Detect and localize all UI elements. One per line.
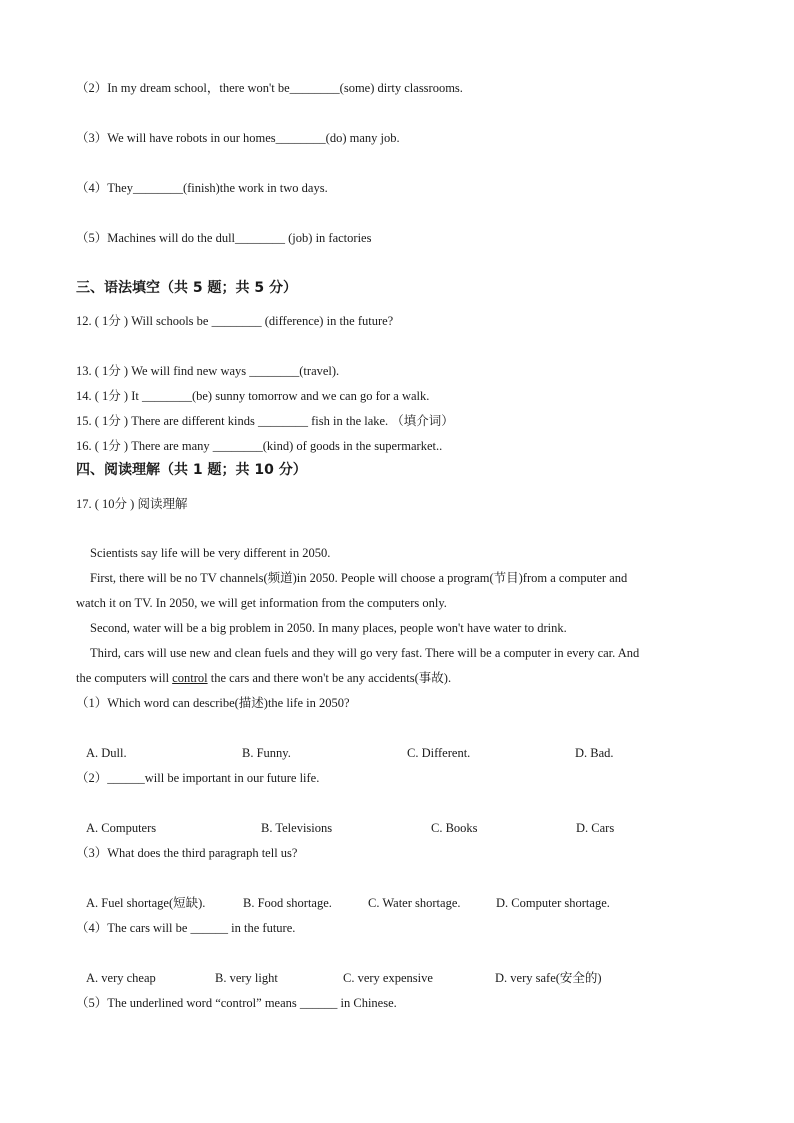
option-1d: D. Bad. bbox=[575, 746, 614, 760]
option-2b: B. Televisions bbox=[261, 821, 333, 835]
passage-para-1: Scientists say life will be very different in 2050. bbox=[90, 546, 331, 560]
option-2a: A. Computers bbox=[86, 821, 157, 835]
option-1c: C. Different. bbox=[407, 746, 471, 760]
sub-question-2: （2）______will be important in our future life. bbox=[76, 771, 320, 785]
question-13: 13. ( 1分 ) We will find new ways ________(travel). bbox=[76, 364, 340, 378]
question-12: 12. ( 1分 ) Will schools be ________ (difference) in the future? bbox=[76, 314, 394, 328]
passage-para-3: Second, water will be a big problem in 2050. In many places, people won't have water to drink. bbox=[90, 621, 567, 635]
option-1a: A. Dull. bbox=[86, 746, 127, 760]
passage-para-2-line-2: watch it on TV. In 2050, we will get information from the computers only. bbox=[76, 596, 447, 610]
question-15: 15. ( 1分 ) There are different kinds ________ fish in the lake. （填介词） bbox=[76, 414, 454, 428]
sub-question-3: （3）What does the third paragraph tell us? bbox=[76, 846, 298, 860]
option-3d: D. Computer shortage. bbox=[496, 896, 610, 910]
option-1b: B. Funny. bbox=[242, 746, 291, 760]
item-4: （4）They________(finish)the work in two days. bbox=[76, 181, 328, 195]
option-4a: A. very cheap bbox=[86, 971, 156, 985]
section-3-title: 三、语法填空（共 5 题；共 5 分） bbox=[76, 280, 297, 296]
option-3b: B. Food shortage. bbox=[243, 896, 332, 910]
option-4d: D. very safe(安全的) bbox=[495, 971, 602, 985]
underlined-word: control bbox=[172, 671, 208, 685]
question-17: 17. ( 10分 ) 阅读理解 bbox=[76, 497, 188, 511]
option-3a: A. Fuel shortage(短缺). bbox=[86, 896, 206, 910]
passage-para-4-line-2: the computers will control the cars and there won't be any accidents(事故). bbox=[76, 671, 452, 685]
sub-question-5: （5）The underlined word “control” means ______ in Chinese. bbox=[76, 996, 397, 1010]
question-14: 14. ( 1分 ) It ________(be) sunny tomorrow and we can go for a walk. bbox=[76, 389, 430, 403]
item-2: （2）In my dream school，there won't be________(some) dirty classrooms. bbox=[76, 81, 463, 95]
item-5: （5）Machines will do the dull________ (job) in factories bbox=[76, 231, 372, 245]
question-16: 16. ( 1分 ) There are many ________(kind) of goods in the supermarket.. bbox=[76, 439, 443, 453]
passage-para-4-line-1: Third, cars will use new and clean fuels and they will go very fast. There will be a computer in every car. And bbox=[90, 646, 640, 660]
sub-question-4: （4）The cars will be ______ in the future. bbox=[76, 921, 296, 935]
section-4-title: 四、阅读理解（共 1 题；共 10 分） bbox=[76, 462, 307, 478]
option-4b: B. very light bbox=[215, 971, 278, 985]
option-4c: C. very expensive bbox=[343, 971, 433, 985]
option-3c: C. Water shortage. bbox=[368, 896, 461, 910]
item-3: （3）We will have robots in our homes________(do) many job. bbox=[76, 131, 400, 145]
passage-para-2-line-1: First, there will be no TV channels(频道)in 2050. People will choose a program(节目)from a computer and bbox=[90, 571, 628, 585]
sub-question-1: （1）Which word can describe(描述)the life in 2050? bbox=[76, 696, 350, 710]
option-2c: C. Books bbox=[431, 821, 478, 835]
option-2d: D. Cars bbox=[576, 821, 615, 835]
